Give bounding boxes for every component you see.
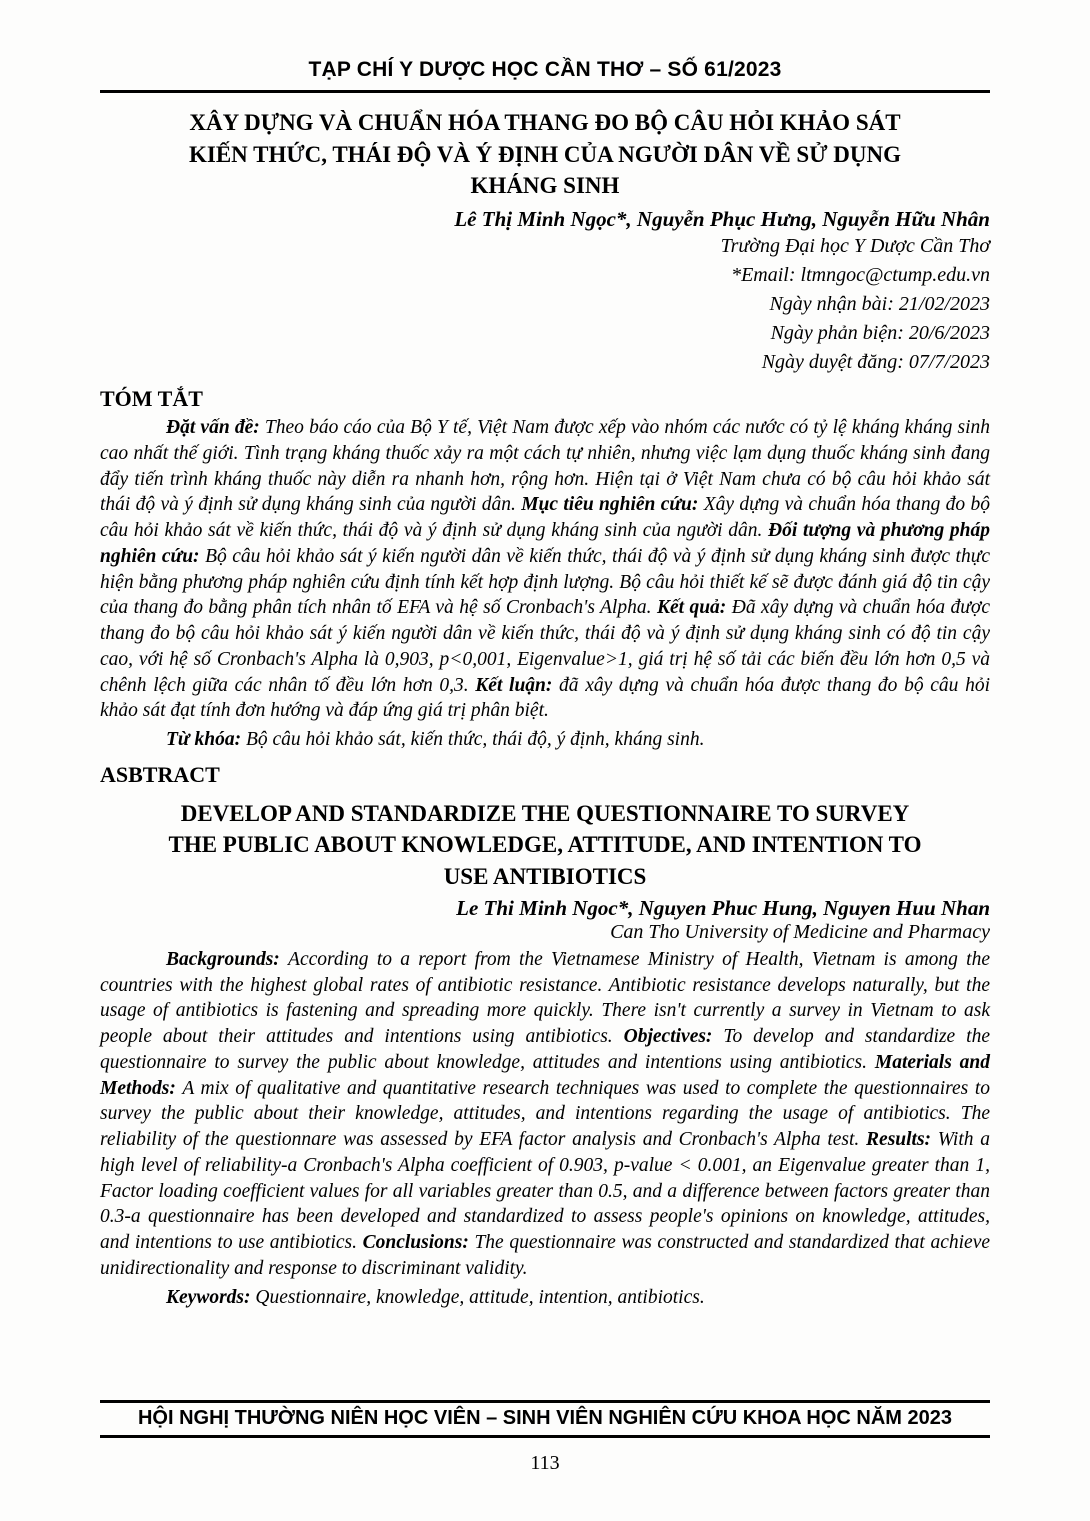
received-date-line: Ngày nhận bài: 21/02/2023 <box>769 293 990 316</box>
header-rule <box>100 90 990 93</box>
title-vi-line-1: XÂY DỰNG VÀ CHUẨN HÓA THANG ĐO BỘ CÂU HỎI KHẢO SÁT <box>189 110 901 135</box>
email-line: *Email: ltmngoc@ctump.edu.vn <box>731 264 990 287</box>
affiliation-en: Can Tho University of Medicine and Pharmacy <box>610 920 990 943</box>
title-en-line-2: THE PUBLIC ABOUT KNOWLEDGE, ATTITUDE, AND INTENTION TO <box>168 832 922 858</box>
abstract-paragraph-en: Backgrounds: According to a report from the Vietnamese Ministry of Health, Vietnam is among the countries with the highest global rates of antibiotic resistance. Antibiotic resistance develops naturally, but the usage of antibiotics is fastening and spreading more quickly. There isn't currently a survey in Vietnam to ask people about their attitudes and intentions using antibiotics. Objectives: To develop and standardize the questionnaire to survey the public about knowledge, attitudes and intentions using antibiotics. Materials and Methods: A mix of qualitative and quantitative research techniques was used to complete the questionnaires to survey the public about their knowledge, attitudes, and intentions regarding the usage of antibiotics. The reliability of the questionnare was assessed by EFA factor analysis and Cronbach's Alpha test. Results: With a high level of reliability-a Cronbach's Alpha coefficient of 0.903, p-value < 0.001, an Eigenvalue greater than 1, Factor loading coefficient values for all variables greater than 0.5, and a difference between factors greater than 0.3-a questionnaire has been developed and standardized to assess people's opinions on knowledge, attitudes, and intentions to use antibiotics. Conclusions: The questionnaire was constructed and standardized that achieve unidirectionality and response to discriminant validity. <box>100 948 991 1279</box>
abstract-heading-en: ASBTRACT <box>100 761 220 787</box>
article-title-vi <box>100 107 990 202</box>
title-vi-line-2: KIẾN THỨC, THÁI ĐỘ VÀ Ý ĐỊNH CỦA NGƯỜI DÂN VỀ SỬ DỤNG <box>188 141 901 167</box>
journal-header: TẠP CHÍ Y DƯỢC HỌC CẦN THƠ – SỐ 61/2023 <box>308 58 782 81</box>
authors-vi: Lê Thị Minh Ngọc*, Nguyễn Phục Hưng, Nguyễn Hữu Nhân <box>454 207 990 232</box>
page-footer <box>100 1400 990 1475</box>
keywords-line-en: Keywords: Questionnaire, knowledge, attitude, intention, antibiotics. <box>166 1286 705 1308</box>
accepted-date-line: Ngày duyệt đăng: 07/7/2023 <box>761 351 990 374</box>
reviewed-date-line: Ngày phản biện: 20/6/2023 <box>770 322 990 345</box>
title-en-line-3: USE ANTIBIOTICS <box>443 864 647 890</box>
abstract-paragraph-vi: Đặt vấn đề: Theo báo cáo của Bộ Y tế, Việt Nam được xếp vào nhóm các nước có tỷ lệ kháng kháng sinh cao nhất thế giới. Tình trạng kháng thuốc xảy ra một cách tự nhiên, nhưng việc lạm dụng thuốc kháng sinh đang đẩy tiến trình kháng thuốc này diễn ra nhanh hơn, rộng hơn. Hiện tại ở Việt Nam chưa có bộ câu hỏi khảo sát thái độ và ý định sử dụng kháng sinh của người dân. Mục tiêu nghiên cứu: Xây dựng và chuẩn hóa thang đo bộ câu hỏi khảo sát về kiến thức, thái độ và ý định sử dụng kháng sinh của người dân. Đối tượng và phương pháp nghiên cứu: Bộ câu hỏi khảo sát ý kiến người dân về kiến thức, thái độ và ý định sử dụng kháng sinh được thực hiện bằng phương pháp nghiên cứu định tính kết hợp định lượng. Bộ câu hỏi thiết kế sẽ được đánh giá độ tin cậy của thang đo bằng phân tích nhân tố EFA và hệ số Cronbach's Alpha. Kết quả: Đã xây dựng và chuẩn hóa được thang đo bộ câu hỏi khảo sát ý kiến người dân về kiến thức, thái độ và ý định sử dụng kháng sinh có độ tin cậy cao, với hệ số Cronbach's Alpha là 0,903, p<0,001, Eigenvalue>1, giá trị hệ số tải các biến đều lớn hơn 0,5 và chênh lệch giữa các nhân tố đều lớn hơn 0,3. Kết luận: đã xây dựng và chuẩn hóa được thang đo bộ câu hỏi khảo sát đạt tính đơn hướng và đáp ứng giá trị phân biệt. <box>100 417 991 722</box>
page-number: 113 <box>530 1452 560 1474</box>
article-meta <box>100 232 990 377</box>
conference-footer-text: HỘI NGHỊ THƯỜNG NIÊN HỌC VIÊN – SINH VIÊN NGHIÊN CỨU KHOA HỌC NĂM 2023 <box>137 1407 953 1429</box>
title-en-line-1: DEVELOP AND STANDARDIZE THE QUESTIONNAIRE TO SURVEY <box>180 800 910 826</box>
title-vi-line-3: KHÁNG SINH <box>470 173 620 199</box>
abstract-heading-vi: TÓM TẮT <box>100 386 203 412</box>
keywords-line-vi: Từ khóa: Bộ câu hỏi khảo sát, kiến thức, thái độ, ý định, kháng sinh. <box>166 729 705 751</box>
authors-en: Le Thi Minh Ngoc*, Nguyen Phuc Hung, Nguyen Huu Nhan <box>456 895 990 920</box>
article-title-en <box>100 798 990 893</box>
footer-rule-bottom <box>100 1435 990 1438</box>
affiliation-vi: Trường Đại học Y Dược Cần Thơ <box>720 235 990 258</box>
